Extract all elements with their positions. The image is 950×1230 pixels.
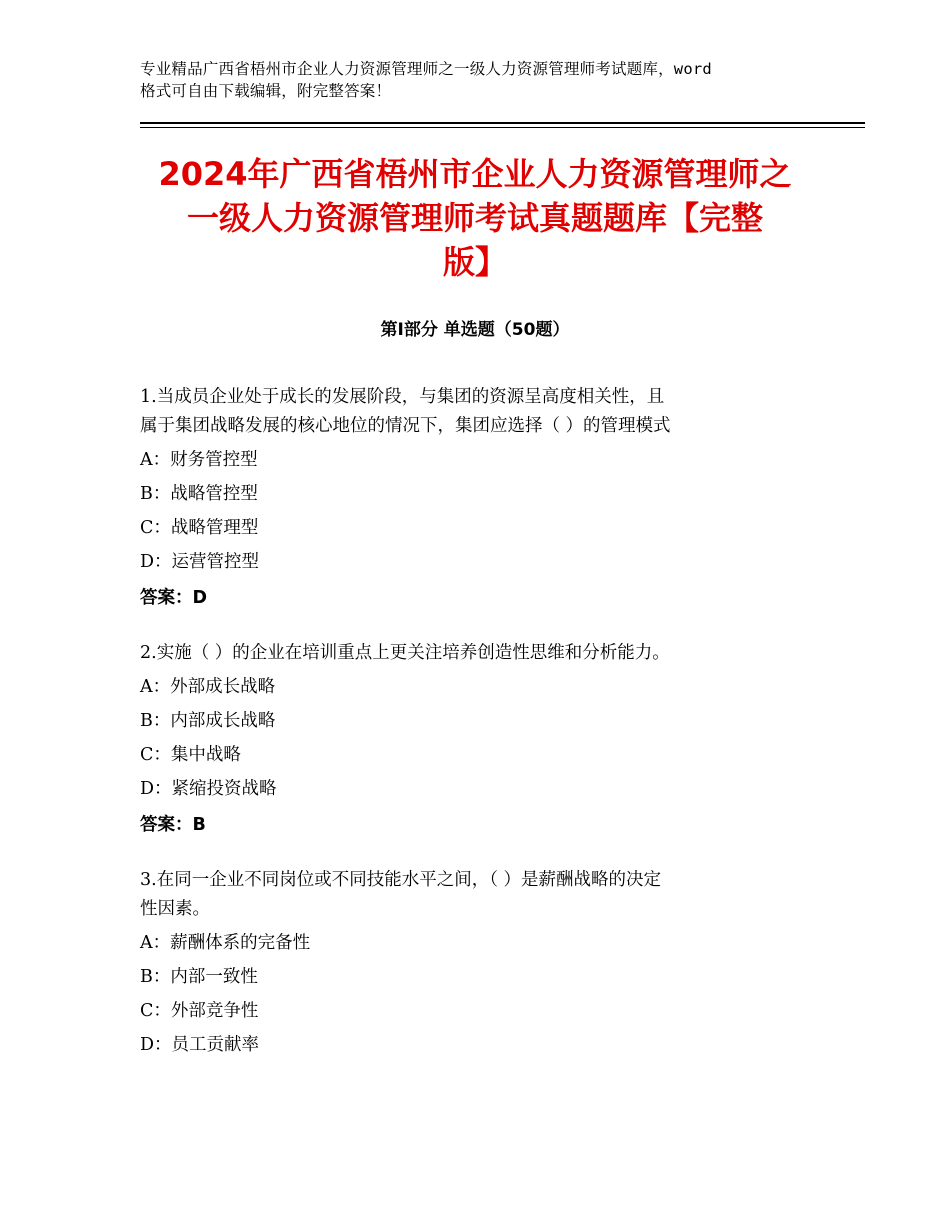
document-title-line-1: 2024年广西省梧州市企业人力资源管理师之 [158, 155, 792, 193]
option-d: D：员工贡献率 [140, 1035, 260, 1055]
option-d: D：运营管控型 [140, 552, 260, 572]
option-a: A：薪酬体系的完备性 [140, 933, 311, 953]
option-b: B：内部一致性 [140, 967, 258, 987]
question-1 [140, 383, 840, 615]
document-title [130, 152, 820, 284]
question-list [140, 383, 840, 1086]
answer-label: 答案：B [140, 815, 206, 835]
option-c: C：集中战略 [140, 745, 241, 765]
question-stem-line: 3.在同一企业不同岗位或不同技能水平之间，（ ）是薪酬战略的决定 [140, 870, 662, 890]
answer-label: 答案：D [140, 588, 208, 608]
question-3 [140, 866, 840, 1062]
option-a: A：外部成长战略 [140, 677, 276, 697]
option-b: B：战略管控型 [140, 484, 258, 504]
section-heading: 第Ⅰ部分 单选题（50题） [380, 320, 570, 340]
option-a: A：财务管控型 [140, 450, 258, 470]
question-stem [140, 639, 840, 668]
option-b: B：内部成长战略 [140, 711, 276, 731]
header-note [140, 58, 830, 102]
option-c: C：战略管理型 [140, 518, 259, 538]
question-stem-line: 2.实施（ ）的企业在培训重点上更关注培养创造性思维和分析能力。 [140, 643, 670, 663]
header-note-line-1: 专业精品广西省梧州市企业人力资源管理师之一级人力资源管理师考试题库，word [140, 60, 712, 78]
question-stem-line: 1.当成员企业处于成长的发展阶段，与集团的资源呈高度相关性，且 [140, 387, 665, 407]
question-stem [140, 866, 840, 924]
question-stem-line: 属于集团战略发展的核心地位的情况下，集团应选择（ ）的管理模式 [140, 416, 671, 436]
question-stem-line: 性因素。 [140, 899, 210, 919]
option-d: D：紧缩投资战略 [140, 779, 277, 799]
header-note-line-2: 格式可自由下载编辑，附完整答案！ [140, 82, 392, 100]
header-rule-thin [140, 127, 865, 128]
question-2 [140, 639, 840, 842]
option-c: C：外部竞争性 [140, 1001, 259, 1021]
header-rule-thick [140, 122, 865, 124]
document-title-line-3: 版】 [442, 243, 507, 281]
document-title-line-2: 一级人力资源管理师考试真题题库【完整 [186, 199, 763, 237]
question-stem [140, 383, 840, 441]
